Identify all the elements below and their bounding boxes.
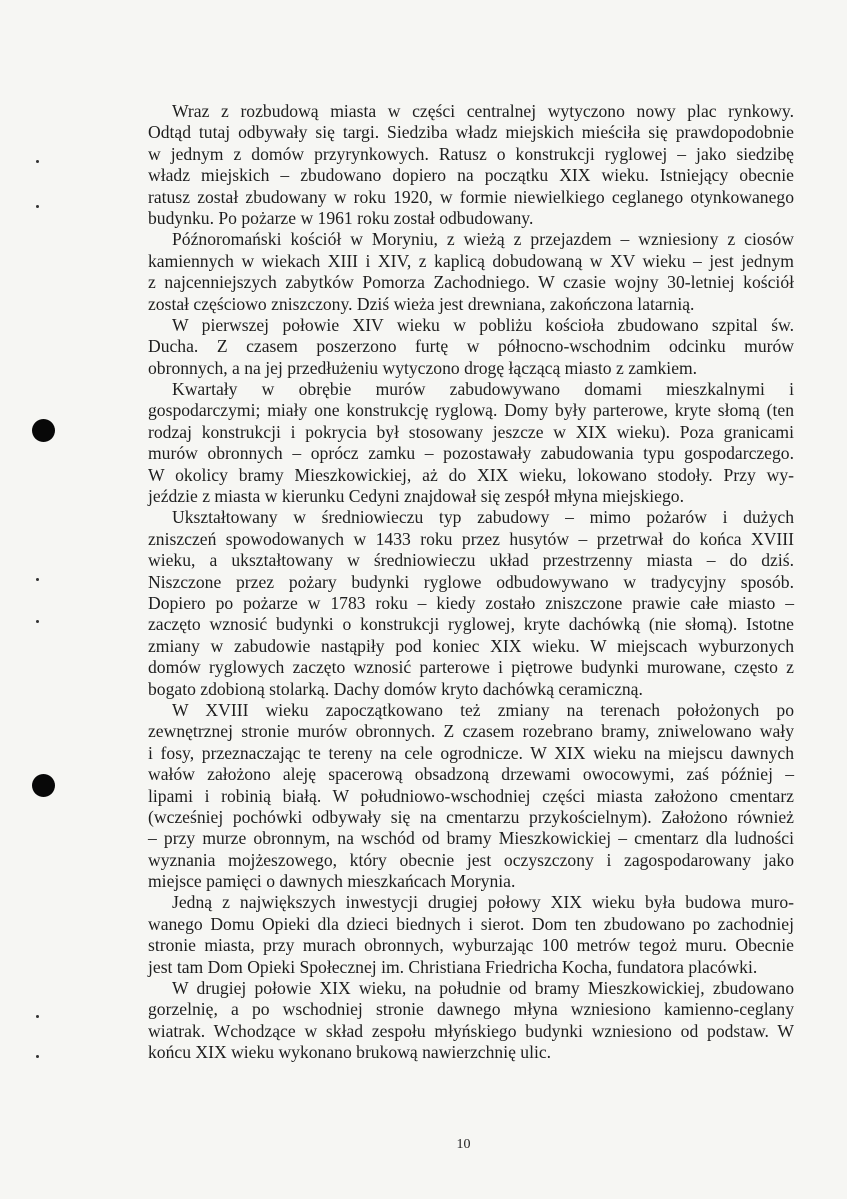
paragraph xyxy=(148,507,794,700)
text-line: W XVIII wieku zapoczątkowano też zmiany na terenach położonych po xyxy=(172,699,794,720)
text-line: jeździe z miasta w kierunku Cedyni znajdował się zespół młyna miejskiego. xyxy=(148,486,684,507)
page-number: 10 xyxy=(456,1137,471,1152)
text-line: lipami i robinią białą. W południowo-wschodniej części miasta założono cmentarz xyxy=(148,785,794,806)
paragraph xyxy=(148,101,794,229)
text-line: kamiennych w wiekach XIII i XIV, z kaplicą dobudowaną w XV wieku – jest jednym xyxy=(148,250,794,271)
text-line: gorzelnię, a po wschodniej stronie dawnego młyna wzniesiono kamienno-ceglany xyxy=(148,999,794,1020)
text-line: jest tam Dom Opieki Społecznej im. Christiana Friedricha Kocha, fundatora placówki. xyxy=(148,956,758,977)
text-line: Jedną z największych inwestycji drugiej połowy XIX wieku była budowa muro- xyxy=(172,892,794,913)
text-line: z najcenniejszych zabytków Pomorza Zachodniego. W czasie wojny 30-letniej kościół xyxy=(148,272,794,293)
punch-hole xyxy=(32,419,55,442)
text-line: bogato zdobioną stolarką. Dachy domów kryto dachówką ceramiczną. xyxy=(148,678,643,699)
text-line: budynku. Po pożarze w 1961 roku został odbudowany. xyxy=(148,207,534,228)
paragraph xyxy=(148,379,794,507)
text-line: Późnoromański kościół w Moryniu, z wieżą z przejazdem – wzniesiony z ciosów xyxy=(172,229,794,250)
text-line: końcu XIX wieku wykonano brukową nawierzchnię ulic. xyxy=(148,1042,552,1063)
text-line: zaczęto wznosić budynki o konstrukcji ryglowej, kryte dachówką (nie słomą). Istotne xyxy=(148,614,794,635)
text-line: Ducha. Z czasem poszerzono furtę w północno-wschodnim odcinku murów xyxy=(148,336,794,357)
text-line: gospodarczymi; miały one konstrukcję ryglową. Domy były parterowe, kryte słomą (ten xyxy=(148,400,794,421)
text-line: władz miejskich – zbudowano dopiero na początku XIX wieku. Istniejący obecnie xyxy=(148,165,794,186)
text-line: W okolicy bramy Mieszkowickiej, aż do XIX wieku, lokowano stodoły. Przy wy- xyxy=(148,464,794,485)
text-line: ratusz został zbudowany w roku 1920, w formie niewielkiego ceglanego otynkowanego xyxy=(148,186,794,207)
text-line: (wcześniej pochówki odbywały się na cmentarzu przykościelnym). Założono również xyxy=(148,806,794,827)
paragraph xyxy=(148,700,794,893)
text-line: murów obronnych – oprócz zamku – pozostawały zabudowania typu gospodarczego. xyxy=(148,443,794,464)
scan-speck xyxy=(36,620,39,623)
text-line: wiatrak. Wchodzące w skład zespołu młyńskiego budynki wzniesiono od podstaw. W xyxy=(148,1020,794,1041)
text-line: Niszczone przez pożary budynki ryglowe odbudowywano w tradycyjny sposób. xyxy=(148,571,794,592)
text-line: zniszczeń spowodowanych w 1433 roku przez husytów – przetrwał do końca XVIII xyxy=(148,528,794,549)
text-line: wyznania mojżeszowego, który obecnie jest oczyszczony i zagospodarowany jako xyxy=(148,849,794,870)
text-line: Wraz z rozbudową miasta w części centralnej wytyczono nowy plac rynkowy. xyxy=(172,101,794,121)
punch-hole xyxy=(32,774,55,797)
text-line: wanego Domu Opieki dla dzieci biednych i sierot. Dom ten zbudowano po zachodniej xyxy=(148,913,794,934)
text-line: zewnętrznej stronie murów obronnych. Z czasem rozebrano bramy, zniwelowano wały xyxy=(148,721,794,742)
text-line: zmiany w zabudowie nastąpiły pod koniec XIX wieku. W miejscach wyburzonych xyxy=(148,635,794,656)
scan-speck xyxy=(36,1055,39,1058)
document-body xyxy=(148,101,794,1064)
text-line: rodzaj konstrukcji i pokrycia był stosowany jeszcze w XIX wieku). Poza granicami xyxy=(148,421,794,442)
text-line: wieku, a ukształtowany w średniowieczu układ przestrzenny miasta – do dziś. xyxy=(148,550,794,571)
scan-speck xyxy=(36,205,39,208)
paragraph xyxy=(148,315,794,379)
text-line: stronie miasta, przy murach obronnych, wyburzając 100 metrów tegoż muru. Obecnie xyxy=(148,935,794,956)
text-line: został częściowo zniszczony. Dziś wieża jest drewniana, zakończona latarnią. xyxy=(148,293,695,314)
text-line: w jednym z domów przyrynkowych. Ratusz o konstrukcji ryglowej – jako siedzibę xyxy=(148,143,794,164)
text-line: Kwartały w obrębie murów zabudowywano domami mieszkalnymi i xyxy=(172,379,794,400)
text-line: – przy murze obronnym, na wschód od bramy Mieszkowickiej – cmentarz dla ludności xyxy=(148,828,794,849)
scan-speck xyxy=(36,160,39,163)
paragraph xyxy=(148,892,794,978)
paragraph xyxy=(148,978,794,1064)
scan-speck xyxy=(36,1015,39,1018)
text-line: Dopiero po pożarze w 1783 roku – kiedy zostało zniszczone prawie całe miasto – xyxy=(148,592,794,613)
text-line: W pierwszej połowie XIV wieku w pobliżu kościoła zbudowano szpital św. xyxy=(172,314,794,335)
text-line: Ukształtowany w średniowieczu typ zabudowy – mimo pożarów i dużych xyxy=(172,507,794,528)
scan-speck xyxy=(36,578,39,581)
text-line: wałów założono aleję spacerową obsadzoną drzewami owocowymi, zaś później – xyxy=(148,764,794,785)
paragraph xyxy=(148,229,794,315)
text-line: obronnych, a na jej przedłużeniu wytyczono drogę łączącą miasto z zamkiem. xyxy=(148,357,698,378)
text-line: miejsce pamięci o dawnych mieszkańcach Morynia. xyxy=(148,871,516,892)
text-line: i fosy, przeznaczając te tereny na cele ogrodnicze. W XIX wieku na miejscu dawnych xyxy=(148,742,794,763)
text-line: W drugiej połowie XIX wieku, na południe od bramy Mieszkowickiej, zbudowano xyxy=(172,978,794,999)
text-line: domów ryglowych zaczęto wznosić parterowe i piętrowe budynki murowane, często z xyxy=(148,657,794,678)
text-line: Odtąd tutaj odbywały się targi. Siedziba władz miejskich mieściła się prawdopodobnie xyxy=(148,122,794,143)
